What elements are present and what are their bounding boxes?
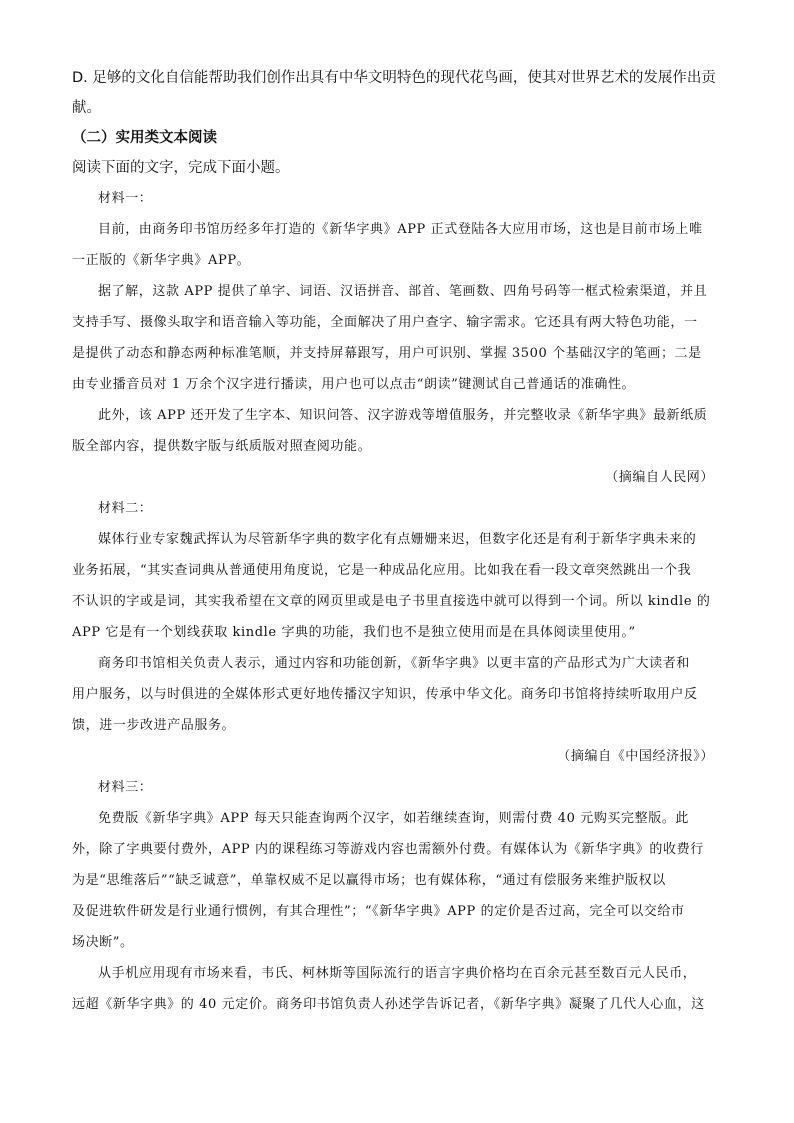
material2-p2-line1: 商务印书馆相关负责人表示，通过内容和功能创新，《新华字典》以更丰富的产品形式为广大读者和	[98, 656, 690, 671]
material1-p2-line2: 支持手写、摄像头取字和语音输入等功能，全面解决了用户查字、输字需求。它还具有两大特色功能，一	[72, 315, 698, 330]
material3-p1-line4: 及促进软件研发是行业通行惯例，有其合理性”；“《新华字典》APP 的定价是否过高，完全可以交给市	[72, 904, 685, 919]
material3-p1-line3: 为是“思维落后”“缺乏诚意”，单靠权威不足以赢得市场；也有媒体称，“通过有偿服务来维护版权以	[72, 873, 666, 888]
material2-p1-line1: 媒体行业专家魏武挥认为尽管新华字典的数字化有点姗姗来迟，但数字化还是有利于新华字典未来的	[98, 532, 697, 547]
material2-p2-line2: 用户服务，以与时俱进的全媒体形式更好地传播汉字知识，传承中华文化。商务印书馆将持续听取用户反	[72, 687, 698, 702]
material3-p2-line1: 从手机应用现有市场来看，韦氏、柯林斯等国际流行的语言字典价格均在百余元甚至数百元人民币，	[98, 966, 697, 981]
material3-p1-line1: 免费版《新华字典》APP 每天只能查询两个汉字，如若继续查询，则需付费 40 元购买完整版。此	[98, 811, 690, 826]
material1-p1-line2: 一正版的《新华字典》APP。	[72, 253, 251, 268]
material1-p2-line4: 由专业播音员对 1 万余个汉字进行播读，用户也可以点击“朗读”键测试自己普通话的准确性。	[72, 377, 636, 392]
material3-p2-line2: 远超《新华字典》的 40 元定价。商务印书馆负责人孙述学告诉记者，《新华字典》凝聚了几代人心血，这	[72, 997, 705, 1012]
material1-p3-line1: 此外，该 APP 还开发了生字本、知识问答、汉字游戏等增值服务，并完整收录《新华字典》最新纸质	[98, 408, 708, 423]
material2-label: 材料二：	[98, 501, 153, 516]
material1-p2-line1: 据了解，这款 APP 提供了单字、词语、汉语拼音、部首、笔画数、四角号码等一框式检索渠道，并且	[98, 284, 708, 299]
material2-source: （摘编自《中国经济报》）	[557, 749, 714, 764]
material1-source: （摘编自人民网）	[605, 470, 714, 485]
material1-p3-line2: 版全部内容，提供数字版与纸质版对照查阅功能。	[72, 439, 372, 454]
material3-p1-line2: 外，除了字典要付费外，APP 内的课程练习等游戏内容也需额外付费。有媒体认为《新华字典》的收费行	[72, 842, 704, 857]
material2-p1-line2: 业务拓展，“其实查词典从普通使用角度说，它是一种成品化应用。比如我在看一段文章突然跳出一个我	[72, 563, 692, 578]
section-title: （二）实用类文本阅读	[72, 130, 217, 146]
option-d-line2: 献。	[72, 100, 101, 116]
material1-p1-line1: 目前，由商务印书馆历经多年打造的《新华字典》APP 正式登陆各大应用市场，这也是目前市场上唯	[98, 222, 703, 237]
material1-label: 材料一：	[98, 191, 153, 206]
material3-label: 材料三：	[98, 780, 153, 795]
material2-p1-line4: APP 它是有一个划线获取 kindle 字典的功能，我们也不是独立使用而是在具体阅读里使用。”	[72, 625, 636, 640]
section-instruction: 阅读下面的文字，完成下面小题。	[72, 160, 290, 176]
material2-p1-line3: 不认识的字或是词，其实我希望在文章的网页里或是电子书里直接选中就可以得到一个词。所以 kindle 的	[72, 594, 711, 609]
option-d-line1: D. 足够的文化自信能帮助我们创作出具有中华文明特色的现代花鸟画，使其对世界艺术的发展作出贡	[72, 70, 716, 86]
material2-p2-line3: 馈，进一步改进产品服务。	[72, 718, 236, 733]
material1-p2-line3: 是提供了动态和静态两种标准笔顺，并支持屏幕跟写，用户可识别、掌握 3500 个基础汉字的笔画；二是	[72, 346, 702, 361]
material3-p1-line5: 场决断”。	[72, 935, 134, 950]
